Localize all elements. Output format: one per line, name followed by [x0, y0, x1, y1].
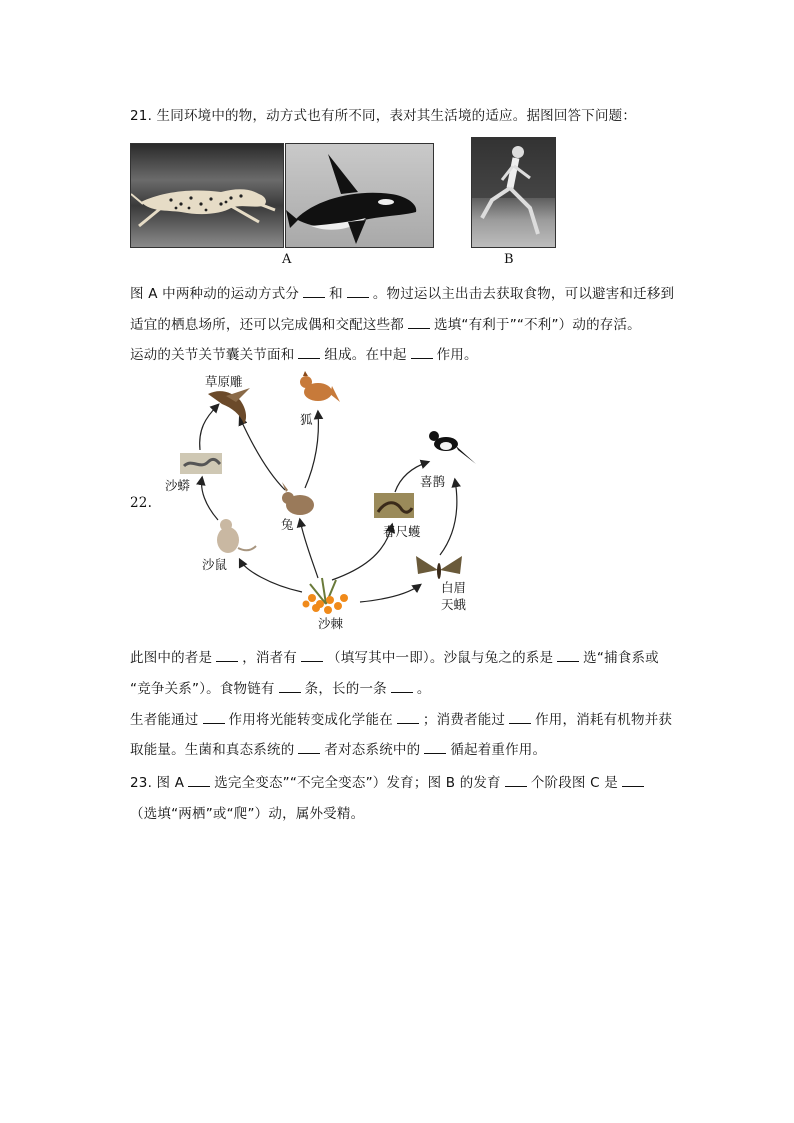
blank[interactable]	[298, 741, 320, 754]
gerbil-figure	[217, 519, 256, 553]
label-fox: 狐	[300, 412, 313, 427]
q22-line2: “竞争关系”）。食物链有 条，长的一条 。	[130, 681, 431, 697]
blank[interactable]	[279, 680, 301, 693]
q21-line2: 适宜的栖息场所，还可以完成偶和交配这些都 选填“有利于”“不利”）动的存活。	[130, 317, 641, 333]
sea-buckthorn-figure	[303, 578, 349, 614]
blank[interactable]	[557, 649, 579, 662]
blank[interactable]	[505, 774, 527, 787]
magpie-figure	[429, 431, 476, 464]
q21-stem: 21. 生同环境中的物，动方式也有所不同，表对其生活境的适应。据图回答下问题：	[130, 108, 637, 124]
label-gerbil: 沙鼠	[202, 557, 228, 572]
q23-line2: （选填“两栖”或“爬”）动，属外受精。	[130, 806, 365, 822]
label-eagle: 草原雕	[205, 374, 243, 389]
q22-number: 22.	[130, 495, 153, 511]
caption-a: A	[282, 252, 292, 267]
label-snake: 沙蟒	[165, 478, 191, 493]
q22-line1: 此图中的者是 ，消者有 （填写其中一即）。沙鼠与兔之的系是 选“捕食系或	[130, 650, 659, 666]
fox-figure	[300, 371, 340, 402]
blank[interactable]	[424, 741, 446, 754]
label-magpie: 喜鹊	[420, 474, 446, 489]
label-rabbit: 兔	[281, 517, 294, 532]
blank[interactable]	[397, 711, 419, 724]
label-inchworm: 春尺蠖	[383, 524, 421, 539]
blank[interactable]	[622, 774, 644, 787]
moth-figure	[416, 556, 462, 579]
label-moth-2: 天蛾	[441, 597, 467, 612]
blank[interactable]	[391, 680, 413, 693]
q21-line3: 运动的关节关节囊关节面和 组成。在中起 作用。	[130, 347, 478, 363]
q21-line1: 图 A 中两种动的运动方式分 和 。物过运以主出击去获取食物，可以避害和迁移到	[130, 286, 675, 302]
blank[interactable]	[216, 649, 238, 662]
blank[interactable]	[203, 711, 225, 724]
q22-line3: 生者能通过 作用将光能转变成化学能在 ；消费者能过 作用，消耗有机物并获	[130, 712, 673, 728]
label-plant: 沙棘	[318, 616, 344, 631]
rabbit-figure	[282, 482, 314, 515]
q22-line4: 取能量。生菌和真态系统的 者对态系统中的 循起着重作用。	[130, 742, 547, 758]
blank[interactable]	[509, 711, 531, 724]
caption-b: B	[504, 252, 514, 267]
q23-line1: 23. 图 A 选完全变态”“不完全变态”）发育；图 B 的发育 个阶段图 C 是	[130, 771, 648, 791]
blank[interactable]	[188, 774, 210, 787]
eagle-figure	[208, 388, 250, 424]
label-moth-1: 白眉	[441, 580, 467, 595]
blank[interactable]	[301, 649, 323, 662]
